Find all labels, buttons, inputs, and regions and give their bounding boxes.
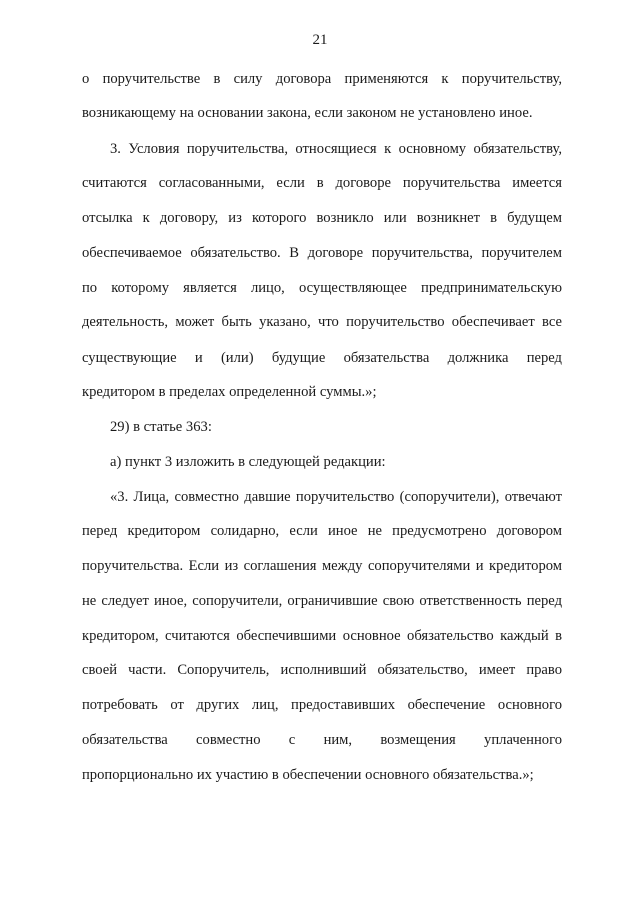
text-line: а) пункт 3 изложить в следующей редакции: (110, 454, 386, 470)
page-number: 21 (312, 32, 328, 48)
text-line: считаются согласованными, если в договоре поручительства имеется (82, 175, 562, 191)
text-line: по которому является лицо, осуществляющее предпринимательскую (82, 280, 562, 296)
text-line: обязательства совместно с ним, возмещения уплаченного (82, 732, 562, 748)
text-line: 3. Условия поручительства, относящиеся к основному обязательству, (110, 141, 562, 157)
text-line: перед кредитором солидарно, если иное не предусмотрено договором (82, 523, 562, 539)
text-line: существующие и (или) будущие обязательства должника перед (82, 350, 562, 366)
text-line: возникающему на основании закона, если законом не установлено иное. (82, 105, 533, 121)
text-line: отсылка к договору, из которого возникло или возникнет в будущем (82, 210, 562, 226)
text-line: кредитором, считаются обеспечившими основное обязательство каждый в (82, 628, 562, 644)
text-line: пропорционально их участию в обеспечении основного обязательства.»; (82, 767, 534, 783)
text-line: 29) в статье 363: (110, 419, 212, 435)
text-line: своей части. Сопоручитель, исполнивший обязательство, имеет право (82, 662, 562, 678)
text-line: кредитором в пределах определенной суммы.»; (82, 384, 377, 400)
text-line: обеспечиваемое обязательство. В договоре поручительства, поручителем (82, 245, 562, 261)
text-line: поручительства. Если из соглашения между сопоручителями и кредитором (82, 558, 562, 574)
text-line: о поручительстве в силу договора применяются к поручительству, (82, 71, 562, 87)
text-line: деятельность, может быть указано, что поручительство обеспечивает все (82, 314, 562, 330)
text-line: «3. Лица, совместно давшие поручительство (сопоручители), отвечают (110, 489, 562, 505)
text-line: не следует иное, сопоручители, ограничившие свою ответственность перед (82, 593, 562, 609)
text-line: потребовать от других лиц, предоставивших обеспечение основного (82, 697, 562, 713)
